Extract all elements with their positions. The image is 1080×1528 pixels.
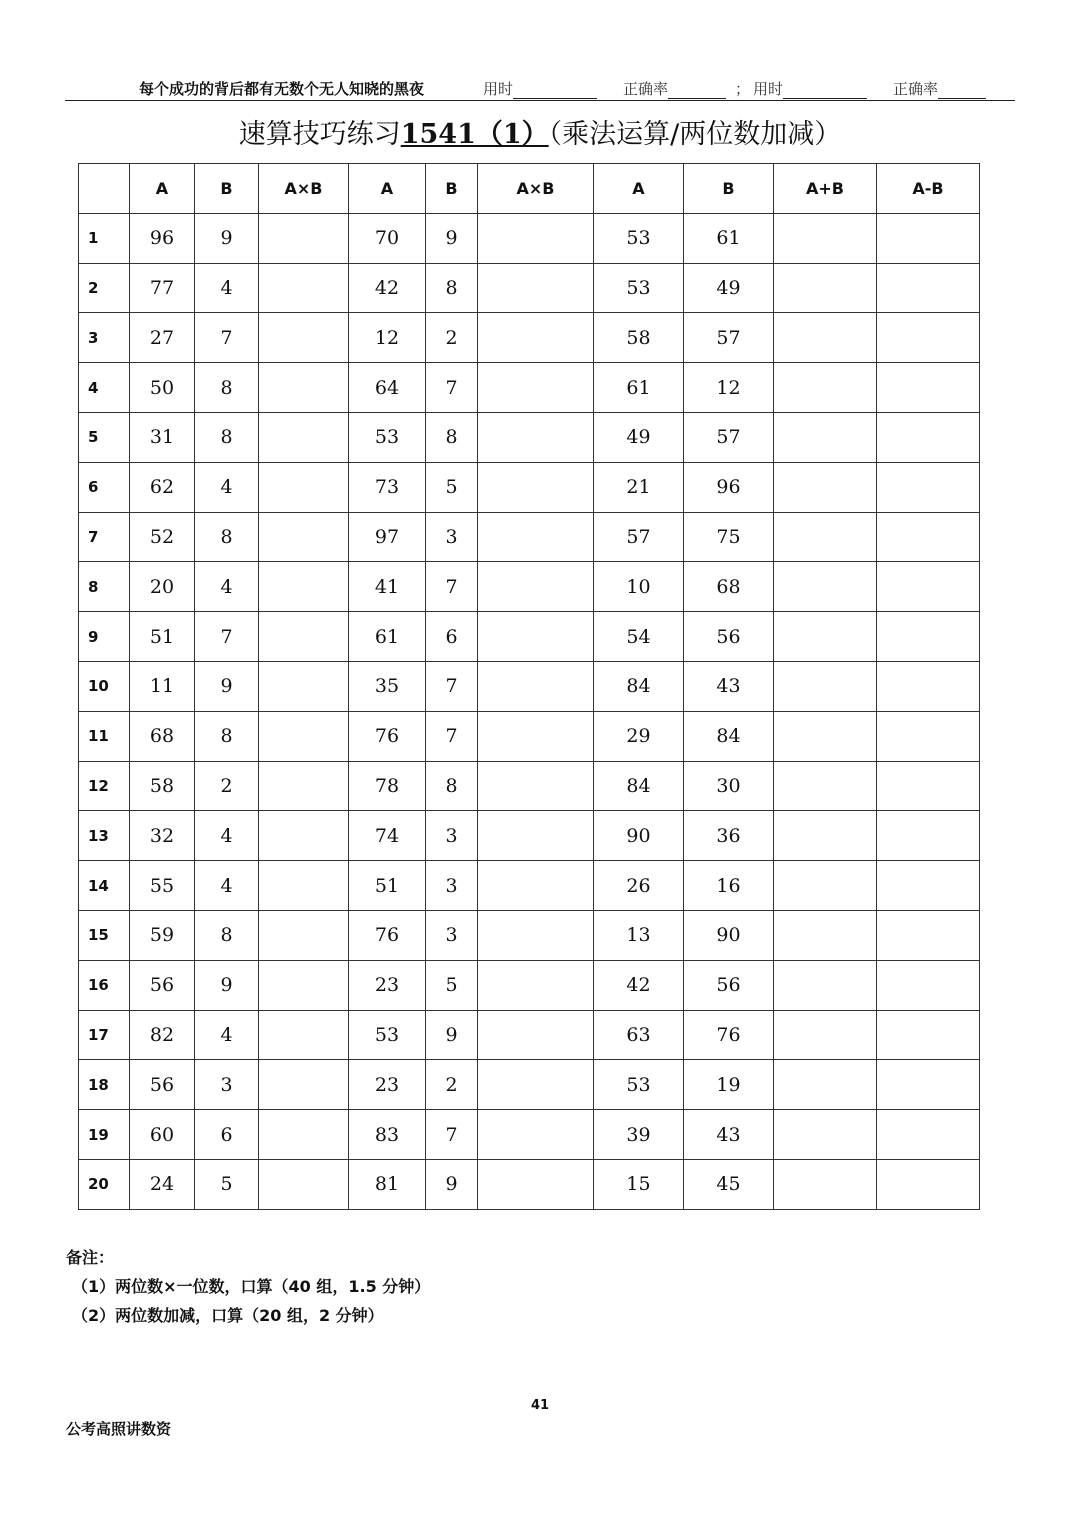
- header-cell: A×B: [259, 164, 349, 214]
- accuracy-field-2: [893, 78, 986, 99]
- table-row: [79, 363, 980, 413]
- answer-cell-sum[interactable]: [774, 960, 877, 1010]
- accuracy-label-2: 正确率: [893, 80, 939, 98]
- value-cell-b: 7: [426, 562, 478, 612]
- value-cell-b: 45: [684, 1159, 774, 1209]
- value-cell-b: 76: [684, 1010, 774, 1060]
- value-cell-a: 54: [594, 612, 684, 662]
- value-cell-a: 81: [349, 1159, 426, 1209]
- value-cell-a: 53: [594, 263, 684, 313]
- answer-cell-product[interactable]: [478, 811, 594, 861]
- value-cell-a: 73: [349, 462, 426, 512]
- row-number-cell: 7: [79, 512, 130, 562]
- answer-cell-product[interactable]: [478, 861, 594, 911]
- answer-cell-product[interactable]: [478, 1159, 594, 1209]
- value-cell-a: 31: [130, 412, 195, 462]
- answer-cell-difference[interactable]: [877, 313, 980, 363]
- value-cell-b: 12: [684, 363, 774, 413]
- title-code: 1541（1）: [400, 119, 549, 150]
- answer-cell-difference[interactable]: [877, 910, 980, 960]
- answer-cell-sum[interactable]: [774, 661, 877, 711]
- value-cell-a: 35: [349, 661, 426, 711]
- answer-cell-difference[interactable]: [877, 263, 980, 313]
- answer-cell-product[interactable]: [259, 761, 349, 811]
- header-cell: A: [130, 164, 195, 214]
- footer-text: 公考高照讲数资: [66, 1420, 172, 1438]
- value-cell-b: 8: [426, 412, 478, 462]
- value-cell-b: 7: [426, 363, 478, 413]
- answer-cell-product[interactable]: [478, 562, 594, 612]
- value-cell-b: 16: [684, 861, 774, 911]
- value-cell-a: 26: [594, 861, 684, 911]
- value-cell-b: 56: [684, 960, 774, 1010]
- value-cell-a: 76: [349, 711, 426, 761]
- value-cell-b: 2: [426, 1060, 478, 1110]
- table-row: [79, 861, 980, 911]
- value-cell-b: 57: [684, 412, 774, 462]
- value-cell-b: 8: [195, 910, 259, 960]
- value-cell-b: 7: [426, 1110, 478, 1160]
- value-cell-a: 84: [594, 661, 684, 711]
- answer-cell-difference[interactable]: [877, 1060, 980, 1110]
- answer-cell-product[interactable]: [259, 462, 349, 512]
- value-cell-a: 76: [349, 910, 426, 960]
- table-row: [79, 1010, 980, 1060]
- value-cell-b: 7: [195, 313, 259, 363]
- answer-cell-difference[interactable]: [877, 562, 980, 612]
- value-cell-a: 53: [594, 213, 684, 263]
- table-body: [79, 213, 980, 1209]
- table-row: [79, 960, 980, 1010]
- value-cell-b: 8: [426, 761, 478, 811]
- row-number-cell: 20: [79, 1159, 130, 1209]
- table-row: [79, 562, 980, 612]
- value-cell-a: 61: [594, 363, 684, 413]
- answer-cell-sum[interactable]: [774, 462, 877, 512]
- answer-cell-sum[interactable]: [774, 1110, 877, 1160]
- value-cell-b: 4: [195, 861, 259, 911]
- value-cell-a: 56: [130, 1060, 195, 1110]
- answer-cell-sum[interactable]: [774, 910, 877, 960]
- value-cell-a: 39: [594, 1110, 684, 1160]
- table-row: [79, 910, 980, 960]
- value-cell-a: 53: [349, 412, 426, 462]
- row-number-cell: 10: [79, 661, 130, 711]
- table-row: [79, 811, 980, 861]
- answer-cell-sum[interactable]: [774, 1010, 877, 1060]
- answer-cell-difference[interactable]: [877, 612, 980, 662]
- title-prefix: 速算技巧练习: [238, 119, 401, 150]
- time-field-2: [753, 78, 867, 99]
- time-field-1: [483, 78, 597, 99]
- answer-cell-product[interactable]: [259, 1110, 349, 1160]
- row-number-cell: 19: [79, 1110, 130, 1160]
- answer-cell-difference[interactable]: [877, 811, 980, 861]
- value-cell-b: 9: [195, 661, 259, 711]
- header-cell: [79, 164, 130, 214]
- value-cell-a: 51: [130, 612, 195, 662]
- answer-cell-product[interactable]: [259, 512, 349, 562]
- value-cell-b: 3: [426, 512, 478, 562]
- value-cell-a: 74: [349, 811, 426, 861]
- answer-cell-sum[interactable]: [774, 562, 877, 612]
- row-number-cell: 4: [79, 363, 130, 413]
- row-number-cell: 5: [79, 412, 130, 462]
- value-cell-a: 68: [130, 711, 195, 761]
- header-cell: B: [684, 164, 774, 214]
- value-cell-b: 4: [195, 1010, 259, 1060]
- value-cell-b: 9: [426, 1159, 478, 1209]
- answer-cell-difference[interactable]: [877, 1110, 980, 1160]
- row-number-cell: 9: [79, 612, 130, 662]
- value-cell-b: 9: [426, 1010, 478, 1060]
- table-row: [79, 761, 980, 811]
- time-label-2: 用时: [753, 80, 784, 98]
- value-cell-b: 8: [195, 363, 259, 413]
- value-cell-a: 58: [594, 313, 684, 363]
- answer-cell-product[interactable]: [478, 412, 594, 462]
- row-number-cell: 6: [79, 462, 130, 512]
- value-cell-b: 7: [195, 612, 259, 662]
- value-cell-a: 62: [130, 462, 195, 512]
- row-number-cell: 18: [79, 1060, 130, 1110]
- table-row: [79, 213, 980, 263]
- value-cell-a: 42: [349, 263, 426, 313]
- row-number-cell: 2: [79, 263, 130, 313]
- value-cell-b: 8: [195, 512, 259, 562]
- value-cell-a: 42: [594, 960, 684, 1010]
- value-cell-b: 56: [684, 612, 774, 662]
- answer-cell-sum[interactable]: [774, 263, 877, 313]
- value-cell-b: 30: [684, 761, 774, 811]
- value-cell-b: 7: [426, 711, 478, 761]
- practice-table: [78, 163, 980, 1210]
- row-number-cell: 13: [79, 811, 130, 861]
- answer-cell-product[interactable]: [478, 263, 594, 313]
- answer-cell-difference[interactable]: [877, 761, 980, 811]
- answer-cell-sum[interactable]: [774, 861, 877, 911]
- answer-cell-product[interactable]: [478, 363, 594, 413]
- answer-cell-product[interactable]: [259, 412, 349, 462]
- answer-cell-product[interactable]: [478, 711, 594, 761]
- table-row: [79, 512, 980, 562]
- page-title: [0, 112, 1080, 151]
- answer-cell-product[interactable]: [259, 960, 349, 1010]
- table-row: [79, 462, 980, 512]
- value-cell-b: 4: [195, 462, 259, 512]
- value-cell-a: 78: [349, 761, 426, 811]
- answer-cell-product[interactable]: [259, 1010, 349, 1060]
- header-cell: A-B: [877, 164, 980, 214]
- value-cell-b: 75: [684, 512, 774, 562]
- value-cell-b: 9: [426, 213, 478, 263]
- row-number-cell: 15: [79, 910, 130, 960]
- value-cell-a: 15: [594, 1159, 684, 1209]
- answer-cell-sum[interactable]: [774, 1060, 877, 1110]
- answer-cell-product[interactable]: [478, 960, 594, 1010]
- value-cell-a: 12: [349, 313, 426, 363]
- answer-cell-product[interactable]: [259, 661, 349, 711]
- answer-cell-product[interactable]: [478, 1060, 594, 1110]
- value-cell-b: 5: [195, 1159, 259, 1209]
- answer-cell-sum[interactable]: [774, 363, 877, 413]
- header-motto: 每个成功的背后都有无数个无人知晓的黑夜: [139, 80, 425, 98]
- value-cell-a: 64: [349, 363, 426, 413]
- header-cell: B: [426, 164, 478, 214]
- note-item: （1）两位数×一位数，口算（40 组，1.5 分钟）: [72, 1277, 431, 1296]
- table-row: [79, 412, 980, 462]
- header-cell: A+B: [774, 164, 877, 214]
- value-cell-a: 32: [130, 811, 195, 861]
- value-cell-b: 84: [684, 711, 774, 761]
- value-cell-a: 83: [349, 1110, 426, 1160]
- header-cell: B: [195, 164, 259, 214]
- answer-cell-sum[interactable]: [774, 761, 877, 811]
- value-cell-a: 56: [130, 960, 195, 1010]
- value-cell-b: 68: [684, 562, 774, 612]
- value-cell-b: 9: [195, 960, 259, 1010]
- accuracy-blank-2[interactable]: [938, 83, 986, 99]
- value-cell-b: 36: [684, 811, 774, 861]
- value-cell-b: 8: [195, 711, 259, 761]
- row-number-cell: 14: [79, 861, 130, 911]
- note-item: （2）两位数加减，口算（20 组，2 分钟）: [72, 1306, 384, 1325]
- value-cell-a: 23: [349, 960, 426, 1010]
- answer-cell-product[interactable]: [259, 910, 349, 960]
- value-cell-a: 29: [594, 711, 684, 761]
- value-cell-b: 8: [195, 412, 259, 462]
- value-cell-a: 57: [594, 512, 684, 562]
- value-cell-a: 59: [130, 910, 195, 960]
- table-header-row: [79, 164, 980, 214]
- table-row: [79, 1110, 980, 1160]
- answer-cell-difference[interactable]: [877, 861, 980, 911]
- answer-cell-product[interactable]: [259, 811, 349, 861]
- row-number-cell: 17: [79, 1010, 130, 1060]
- value-cell-a: 23: [349, 1060, 426, 1110]
- answer-cell-sum[interactable]: [774, 313, 877, 363]
- title-suffix: （乘法运算/两位数加减）: [548, 119, 842, 150]
- value-cell-a: 53: [594, 1060, 684, 1110]
- value-cell-b: 4: [195, 562, 259, 612]
- answer-cell-product[interactable]: [259, 562, 349, 612]
- value-cell-a: 60: [130, 1110, 195, 1160]
- table-row: [79, 711, 980, 761]
- value-cell-b: 8: [426, 263, 478, 313]
- value-cell-b: 3: [426, 811, 478, 861]
- answer-cell-product[interactable]: [478, 661, 594, 711]
- value-cell-a: 96: [130, 213, 195, 263]
- header-cell: A: [349, 164, 426, 214]
- value-cell-a: 97: [349, 512, 426, 562]
- answer-cell-sum[interactable]: [774, 612, 877, 662]
- value-cell-b: 4: [195, 263, 259, 313]
- time-blank-2[interactable]: [783, 83, 867, 99]
- value-cell-b: 6: [195, 1110, 259, 1160]
- value-cell-a: 11: [130, 661, 195, 711]
- value-cell-a: 58: [130, 761, 195, 811]
- value-cell-b: 5: [426, 960, 478, 1010]
- answer-cell-product[interactable]: [478, 1010, 594, 1060]
- value-cell-a: 10: [594, 562, 684, 612]
- answer-cell-product[interactable]: [478, 761, 594, 811]
- answer-cell-product[interactable]: [259, 711, 349, 761]
- answer-cell-product[interactable]: [259, 1060, 349, 1110]
- answer-cell-product[interactable]: [259, 313, 349, 363]
- value-cell-a: 24: [130, 1159, 195, 1209]
- value-cell-b: 4: [195, 811, 259, 861]
- row-number-cell: 3: [79, 313, 130, 363]
- value-cell-b: 49: [684, 263, 774, 313]
- answer-cell-product[interactable]: [259, 263, 349, 313]
- answer-cell-product[interactable]: [259, 1159, 349, 1209]
- answer-cell-product[interactable]: [259, 363, 349, 413]
- answer-cell-difference[interactable]: [877, 1159, 980, 1209]
- value-cell-b: 7: [426, 661, 478, 711]
- row-number-cell: 8: [79, 562, 130, 612]
- page-number: 41: [530, 1398, 550, 1413]
- answer-cell-product[interactable]: [478, 1110, 594, 1160]
- answer-cell-product[interactable]: [478, 612, 594, 662]
- notes-heading: 备注：: [66, 1248, 115, 1267]
- answer-cell-difference[interactable]: [877, 960, 980, 1010]
- value-cell-b: 3: [426, 910, 478, 960]
- header-cell: A: [594, 164, 684, 214]
- value-cell-a: 21: [594, 462, 684, 512]
- value-cell-a: 27: [130, 313, 195, 363]
- answer-cell-product[interactable]: [478, 213, 594, 263]
- value-cell-a: 20: [130, 562, 195, 612]
- table-row: [79, 612, 980, 662]
- answer-cell-difference[interactable]: [877, 412, 980, 462]
- value-cell-a: 70: [349, 213, 426, 263]
- accuracy-blank-1[interactable]: [668, 83, 726, 99]
- answer-cell-difference[interactable]: [877, 363, 980, 413]
- value-cell-b: 3: [195, 1060, 259, 1110]
- table-row: [79, 1159, 980, 1209]
- value-cell-a: 82: [130, 1010, 195, 1060]
- value-cell-a: 41: [349, 562, 426, 612]
- value-cell-a: 50: [130, 363, 195, 413]
- answer-cell-sum[interactable]: [774, 811, 877, 861]
- row-number-cell: 16: [79, 960, 130, 1010]
- answer-cell-difference[interactable]: [877, 661, 980, 711]
- answer-cell-difference[interactable]: [877, 1010, 980, 1060]
- value-cell-a: 63: [594, 1010, 684, 1060]
- table-row: [79, 1060, 980, 1110]
- header-separator: ；: [735, 80, 751, 98]
- value-cell-b: 6: [426, 612, 478, 662]
- table-row: [79, 661, 980, 711]
- value-cell-a: 51: [349, 861, 426, 911]
- answer-cell-sum[interactable]: [774, 711, 877, 761]
- answer-cell-difference[interactable]: [877, 213, 980, 263]
- answer-cell-sum[interactable]: [774, 512, 877, 562]
- value-cell-a: 53: [349, 1010, 426, 1060]
- value-cell-b: 90: [684, 910, 774, 960]
- answer-cell-difference[interactable]: [877, 711, 980, 761]
- value-cell-a: 49: [594, 412, 684, 462]
- answer-cell-product[interactable]: [478, 512, 594, 562]
- page-header: [65, 78, 1015, 101]
- notes-section: [66, 1243, 430, 1330]
- answer-cell-sum[interactable]: [774, 412, 877, 462]
- row-number-cell: 11: [79, 711, 130, 761]
- value-cell-b: 2: [426, 313, 478, 363]
- accuracy-label-1: 正确率: [623, 80, 669, 98]
- value-cell-a: 77: [130, 263, 195, 313]
- value-cell-b: 43: [684, 1110, 774, 1160]
- value-cell-b: 57: [684, 313, 774, 363]
- answer-cell-product[interactable]: [259, 861, 349, 911]
- value-cell-a: 55: [130, 861, 195, 911]
- answer-cell-difference[interactable]: [877, 462, 980, 512]
- answer-cell-sum[interactable]: [774, 213, 877, 263]
- answer-cell-product[interactable]: [259, 612, 349, 662]
- value-cell-b: 19: [684, 1060, 774, 1110]
- row-number-cell: 12: [79, 761, 130, 811]
- value-cell-a: 52: [130, 512, 195, 562]
- time-blank-1[interactable]: [513, 83, 597, 99]
- value-cell-a: 61: [349, 612, 426, 662]
- answer-cell-product[interactable]: [259, 213, 349, 263]
- value-cell-b: 5: [426, 462, 478, 512]
- row-number-cell: 1: [79, 213, 130, 263]
- table-row: [79, 263, 980, 313]
- value-cell-a: 13: [594, 910, 684, 960]
- value-cell-b: 61: [684, 213, 774, 263]
- time-label-1: 用时: [483, 80, 514, 98]
- header-cell: A×B: [478, 164, 594, 214]
- value-cell-a: 90: [594, 811, 684, 861]
- value-cell-b: 43: [684, 661, 774, 711]
- answer-cell-product[interactable]: [478, 313, 594, 363]
- value-cell-b: 3: [426, 861, 478, 911]
- value-cell-b: 96: [684, 462, 774, 512]
- table-row: [79, 313, 980, 363]
- answer-cell-sum[interactable]: [774, 1159, 877, 1209]
- value-cell-b: 9: [195, 213, 259, 263]
- value-cell-b: 2: [195, 761, 259, 811]
- answer-cell-product[interactable]: [478, 910, 594, 960]
- answer-cell-difference[interactable]: [877, 512, 980, 562]
- accuracy-field-1: [623, 78, 726, 99]
- answer-cell-product[interactable]: [478, 462, 594, 512]
- value-cell-a: 84: [594, 761, 684, 811]
